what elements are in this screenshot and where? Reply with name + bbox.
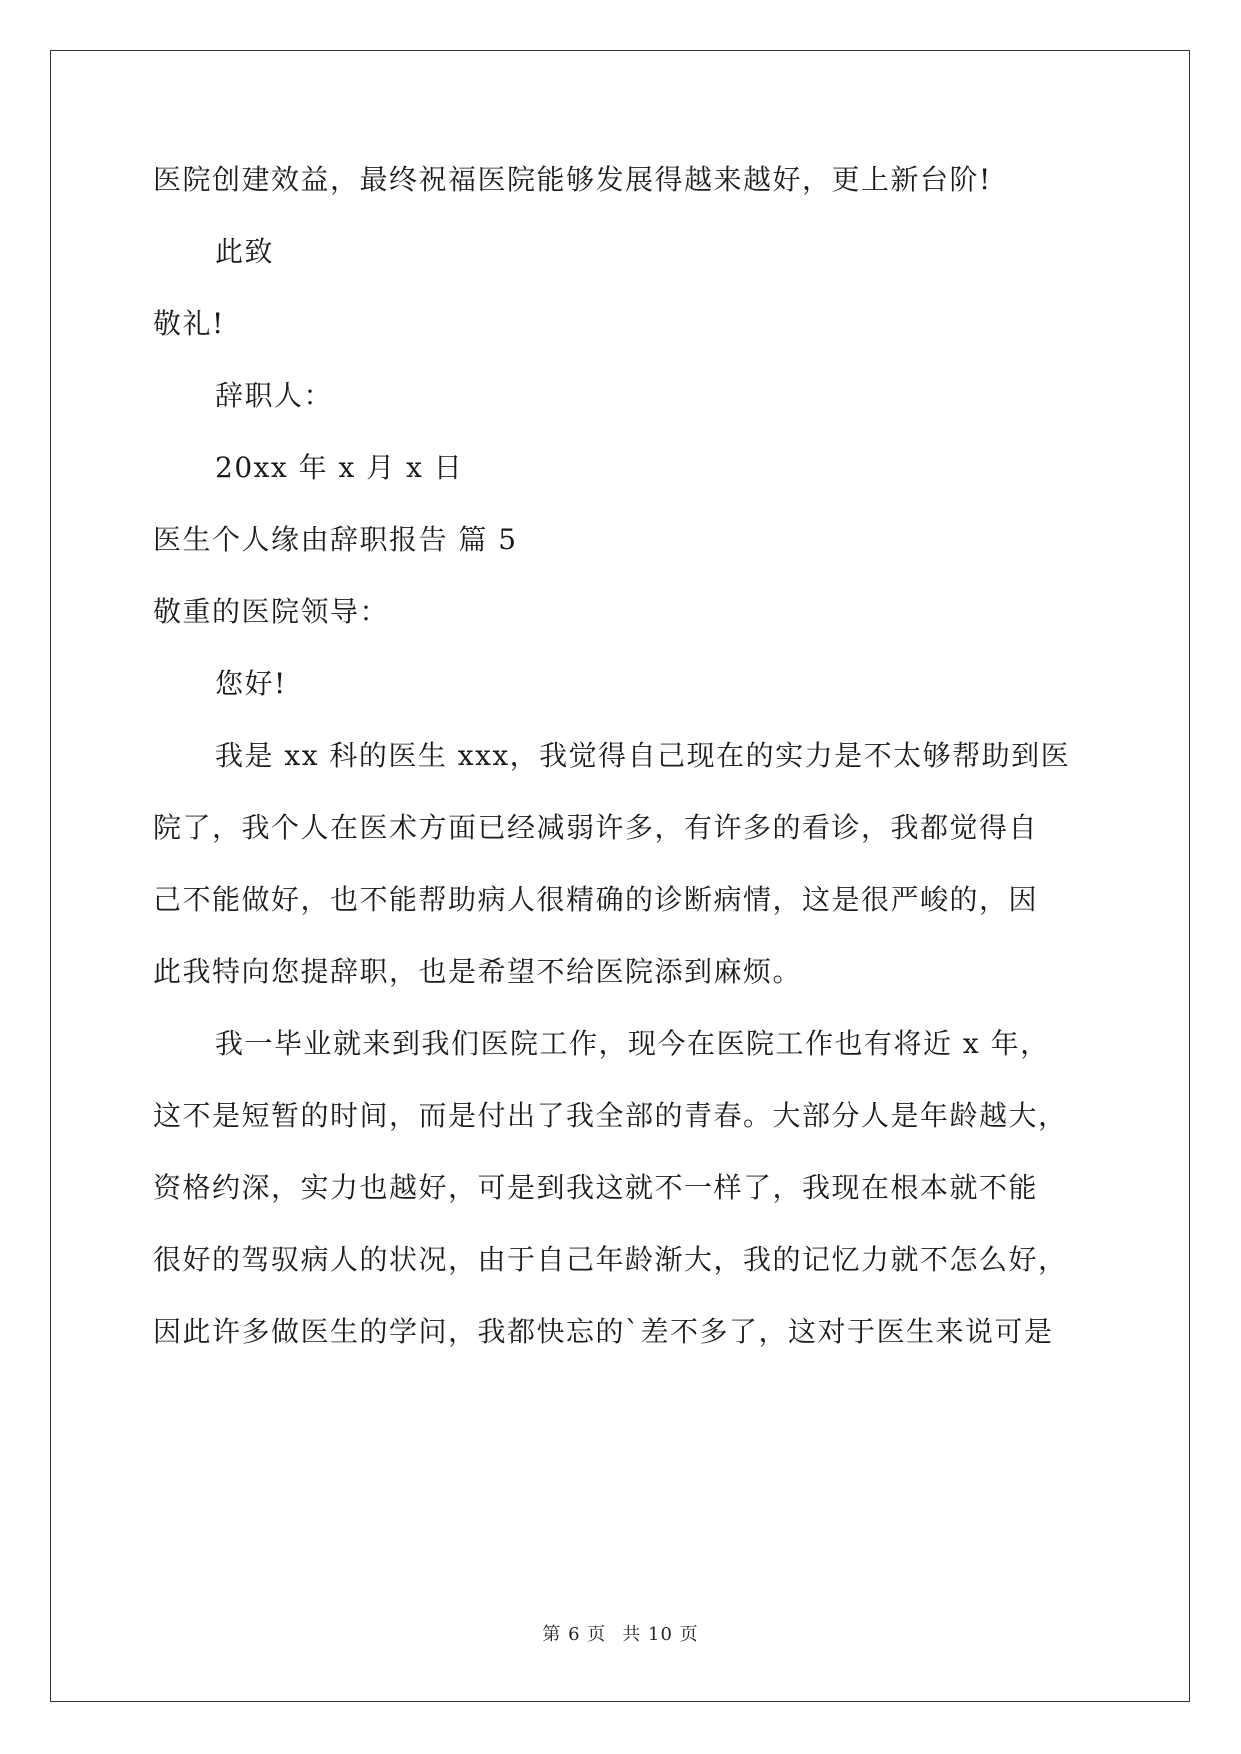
paragraph-line: 这不是短暂的时间，而是付出了我全部的青春。大部分人是年龄越大， [153, 1099, 1068, 1132]
page-total: 共 10 页 [622, 1624, 699, 1645]
paragraph-line: 院了，我个人在医术方面已经减弱许多，有许多的看诊，我都觉得自 [153, 811, 1039, 844]
paragraph-line: 己不能做好，也不能帮助病人很精确的诊断病情，这是很严峻的，因 [153, 883, 1039, 916]
signature-label: 辞职人： [215, 379, 334, 412]
page-number: 第 6 页 [542, 1624, 607, 1645]
greeting-hello: 您好! [215, 667, 287, 700]
paragraph-line: 我是 xx 科的医生 xxx，我觉得自己现在的实力是不太够帮助到医 [215, 739, 1071, 772]
paragraph-line: 我一毕业就来到我们医院工作，现今在医院工作也有将近 x 年， [215, 1027, 1050, 1060]
page-footer [0, 1620, 1241, 1646]
closing-regards: 敬礼! [153, 307, 225, 340]
date-line: 20xx 年 x 月 x 日 [215, 451, 464, 484]
paragraph-line: 很好的驾驭病人的状况，由于自己年龄渐大，我的记忆力就不怎么好， [153, 1243, 1068, 1276]
page-border [50, 50, 1190, 1702]
paragraph-line: 因此许多做医生的学问，我都快忘的`差不多了，这对于医生来说可是 [153, 1315, 1054, 1348]
closing-salutation: 此致 [215, 235, 275, 268]
section-heading: 医生个人缘由辞职报告 篇 5 [153, 523, 518, 556]
paragraph-line: 医院创建效益，最终祝福医院能够发展得越来越好，更上新台阶! [153, 163, 992, 196]
letter-greeting: 敬重的医院领导： [153, 595, 390, 628]
paragraph-line: 此我特向您提辞职，也是希望不给医院添到麻烦。 [153, 955, 803, 988]
paragraph-line: 资格约深，实力也越好，可是到我这就不一样了，我现在根本就不能 [153, 1171, 1039, 1204]
